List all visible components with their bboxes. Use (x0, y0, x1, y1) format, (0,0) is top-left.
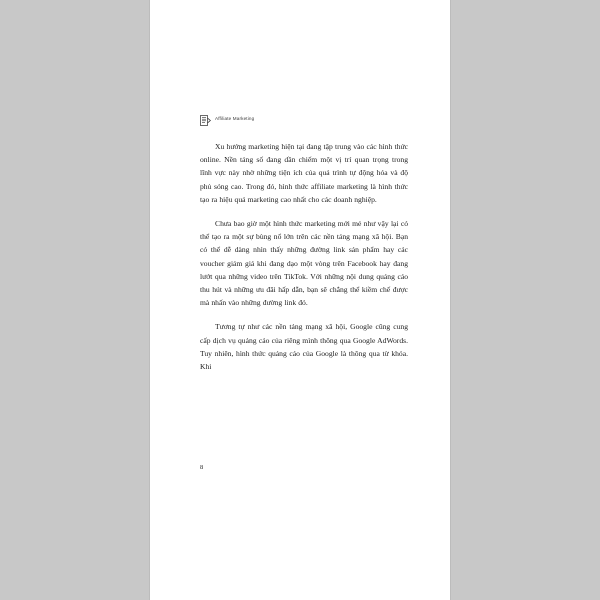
body-paragraph: Chưa bao giờ một hình thức marketing mới mẻ như vậy lại có thể tạo ra một sự bùng nổ lớn trên các nền tảng mạng xã hội. Bạn có thể dễ dàng nhìn thấy những đường link sản phẩm hay các voucher giảm giá khi đang dạo một vòng trên Facebook hay đang lướt qua những video trên TikTok. Với những nội dung quảng cáo thu hút và những ưu đãi hấp dẫn, bạn sẽ chẳng thể kiềm chế được mà nhấn vào những đường link đó. (200, 219, 408, 308)
page-content (200, 112, 408, 373)
book-logo-icon (200, 113, 211, 124)
running-header-title: Affiliate Marketing (215, 115, 255, 121)
running-header (200, 112, 408, 124)
document-page (150, 0, 450, 600)
page-number: 8 (200, 464, 204, 471)
body-paragraph: Xu hướng marketing hiện tại đang tập trung vào các hình thức online. Nền tảng số đang dần chiếm một vị trí quan trọng trong lĩnh vực này nhờ những tiện ích của quá trình tự động hóa và độ phủ sóng cao. Trong đó, hình thức affiliate marketing là hình thức tạo ra hiệu quả marketing cao nhất cho các doanh nghiệp. (200, 142, 408, 204)
body-paragraph: Tương tự như các nền tảng mạng xã hội, Google cũng cung cấp dịch vụ quảng cáo của riêng mình thông qua Google AdWords. Tuy nhiên, hình thức quảng cáo của Google là thông qua từ khóa. Khi (200, 322, 408, 372)
